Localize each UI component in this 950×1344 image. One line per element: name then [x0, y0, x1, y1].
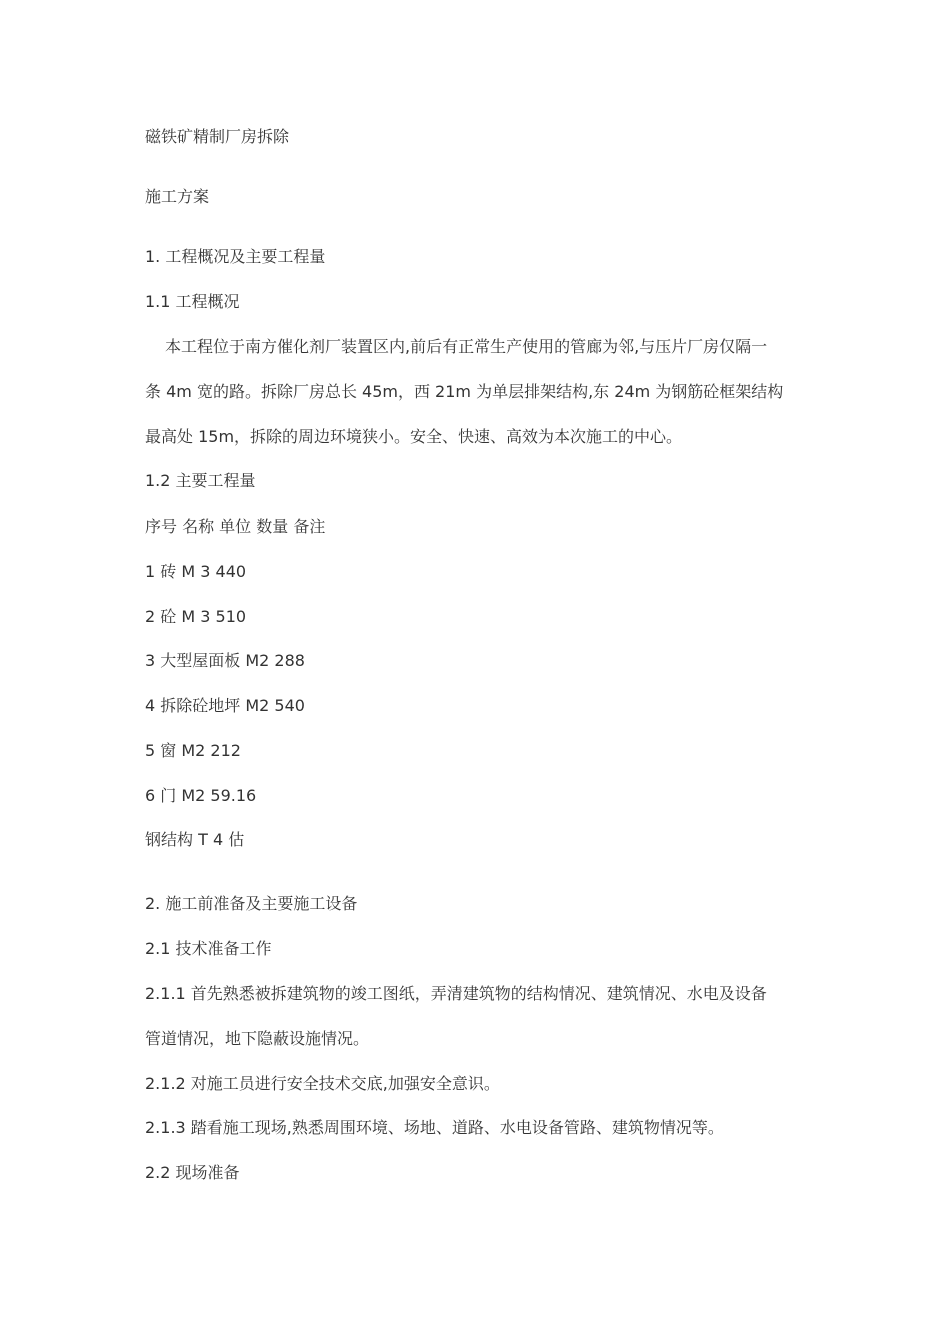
table-row: 5 窗 M2 212: [145, 741, 241, 760]
paragraph-line: 管道情况，地下隐蔽设施情况。: [145, 1029, 370, 1048]
document-subtitle: 施工方案: [145, 187, 210, 206]
paragraph-line: 最高处 15m，拆除的周边环境狭小。安全、快速、高效为本次施工的中心。: [145, 427, 683, 446]
table-row: 1 砖 M 3 440: [145, 562, 247, 581]
section-2-1-heading: 2.1 技术准备工作: [145, 939, 272, 958]
table-row: 钢结构 T 4 估: [145, 830, 245, 849]
table-row: 4 拆除砼地坪 M2 540: [145, 696, 305, 715]
paragraph-line: 本工程位于南方催化剂厂装置区内,前后有正常生产使用的管廊为邻,与压片厂房仅隔一: [165, 337, 768, 356]
table-row: 6 门 M2 59.16: [145, 786, 257, 805]
table-header: 序号 名称 单位 数量 备注: [145, 517, 326, 536]
table-row: 2 砼 M 3 510: [145, 607, 247, 626]
paragraph-line: 2.1.2 对施工员进行安全技术交底,加强安全意识。: [145, 1074, 500, 1093]
paragraph-line: 条 4m 宽的路。拆除厂房总长 45m，西 21m 为单层排架结构,东 24m 为钢筋砼框架结构: [145, 382, 784, 401]
document-title: 磁铁矿精制厂房拆除: [145, 127, 290, 146]
paragraph-line: 2.1.3 踏看施工现场,熟悉周围环境、场地、道路、水电设备管路、建筑物情况等。: [145, 1118, 724, 1137]
section-2-2-heading: 2.2 现场准备: [145, 1163, 240, 1182]
section-1-heading: 1. 工程概况及主要工程量: [145, 247, 326, 266]
section-1-2-heading: 1.2 主要工程量: [145, 471, 256, 490]
table-row: 3 大型屋面板 M2 288: [145, 651, 305, 670]
section-1-1-heading: 1.1 工程概况: [145, 292, 240, 311]
section-2-heading: 2. 施工前准备及主要施工设备: [145, 894, 358, 913]
paragraph-line: 2.1.1 首先熟悉被拆建筑物的竣工图纸，弄清建筑物的结构情况、建筑情况、水电及设备: [145, 984, 767, 1003]
